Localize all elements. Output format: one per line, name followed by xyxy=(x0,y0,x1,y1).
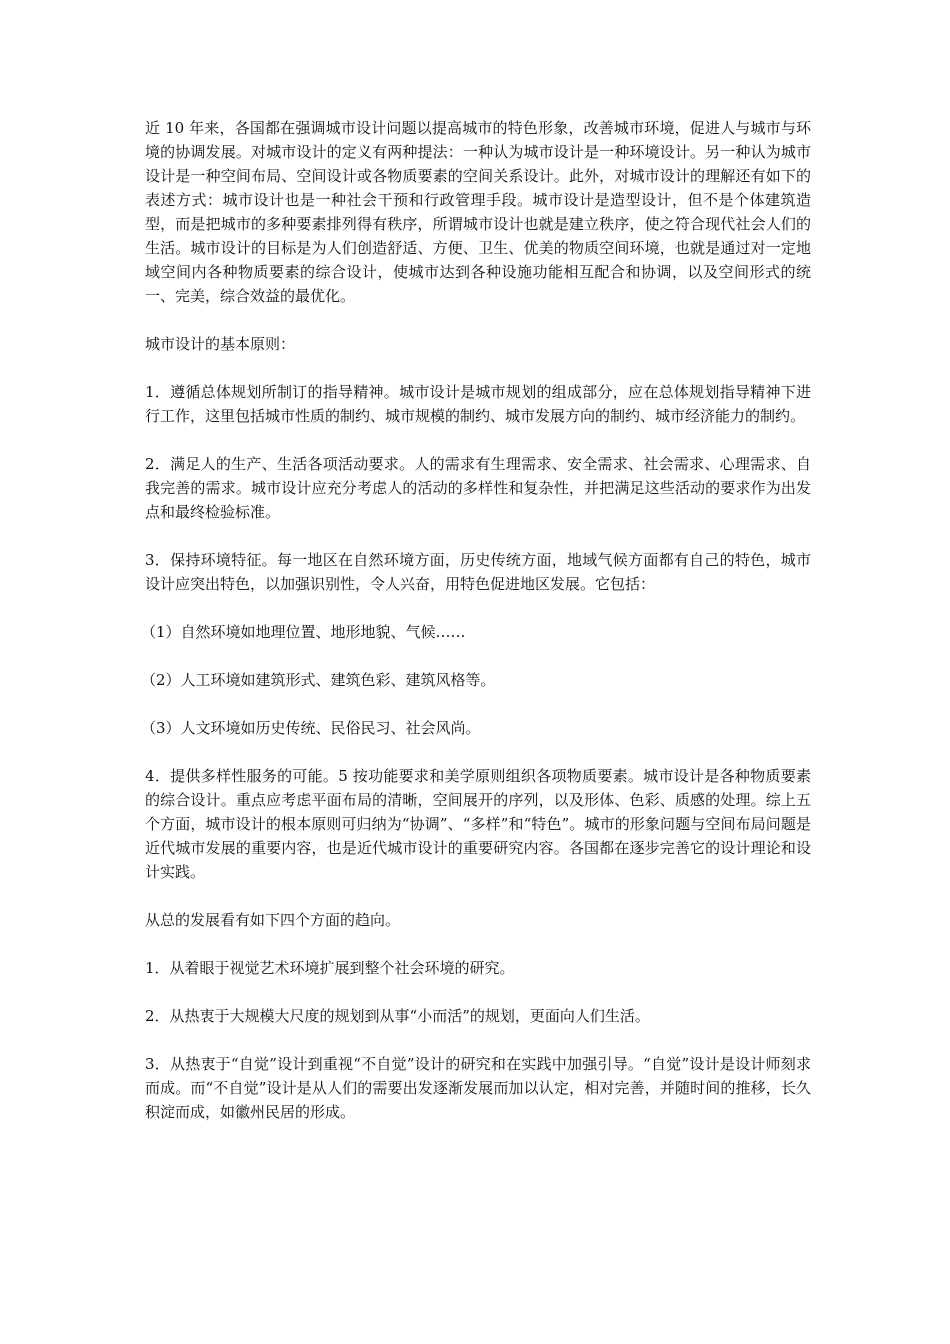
principle-4: 4．提供多样性服务的可能。5 按功能要求和美学原则组织各项物质要素。城市设计是各种物质要素的综合设计。重点应考虑平面布局的清晰，空间展开的序列，以及形体、色彩、质感的处理。综上五个方面，城市设计的根本原则可归纳为“协调”、“多样”和“特色”。城市的形象问题与空间布局问题是近代城市发展的重要内容，也是近代城市设计的重要研究内容。各国都在逐步完善它的设计理论和设计实践。 xyxy=(145,767,811,881)
trends-heading: 从总的发展看有如下四个方面的趋向。 xyxy=(145,911,401,929)
intro-paragraph: 近 10 年来，各国都在强调城市设计问题以提高城市的特色形象，改善城市环境，促进人与城市与环境的协调发展。对城市设计的定义有两种提法：一种认为城市设计是一种环境设计。另一种认为城市设计是一种空间布局、空间设计或各物质要素的空间关系设计。此外，对城市设计的理解还有如下的表述方式：城市设计也是一种社会干预和行政管理手段。城市设计是造型设计，但不是个体建筑造型，而是把城市的多种要素排列得有秩序，所谓城市设计也就是建立秩序，使之符合现代社会人们的生活。城市设计的目标是为人们创造舒适、方便、卫生、优美的物质空间环境，也就是通过对一定地域空间内各种物质要素的综合设计，使城市达到各种设施功能相互配合和协调，以及空间形式的统一、完美，综合效益的最优化。 xyxy=(145,119,811,305)
principles-heading: 城市设计的基本原则： xyxy=(145,335,296,353)
principle-3-sub-3: （3）人文环境如历史传统、民俗民习、社会风尚。 xyxy=(141,719,481,737)
trend-3: 3．从热衷于“自觉”设计到重视“不自觉”设计的研究和在实践中加强引导。“自觉”设计是设计师刻求而成。而“不自觉”设计是从人们的需要出发逐渐发展而加以认定，相对完善，并随时间的推移，长久积淀而成，如徽州民居的形成。 xyxy=(145,1055,811,1121)
document-body xyxy=(141,116,811,1148)
principle-2: 2．满足人的生产、生活各项活动要求。人的需求有生理需求、安全需求、社会需求、心理需求、自我完善的需求。城市设计应充分考虑人的活动的多样性和复杂性，并把满足这些活动的要求作为出发点和最终检验标准。 xyxy=(145,455,811,521)
principle-1: 1．遵循总体规划所制订的指导精神。城市设计是城市规划的组成部分，应在总体规划指导精神下进行工作，这里包括城市性质的制约、城市规模的制约、城市发展方向的制约、城市经济能力的制约。 xyxy=(145,383,811,425)
principle-3-sub-2: （2）人工环境如建筑形式、建筑色彩、建筑风格等。 xyxy=(141,671,496,689)
principle-3: 3．保持环境特征。每一地区在自然环境方面，历史传统方面，地域气候方面都有自己的特色，城市设计应突出特色，以加强识别性，令人兴奋，用特色促进地区发展。它包括： xyxy=(145,551,811,593)
trend-1: 1．从着眼于视觉艺术环境扩展到整个社会环境的研究。 xyxy=(145,959,515,977)
trend-2: 2．从热衷于大规模大尺度的规划到从事“小而活”的规划，更面向人们生活。 xyxy=(145,1007,650,1025)
principle-3-sub-1: （1）自然环境如地理位置、地形地貌、气候…… xyxy=(141,623,466,641)
